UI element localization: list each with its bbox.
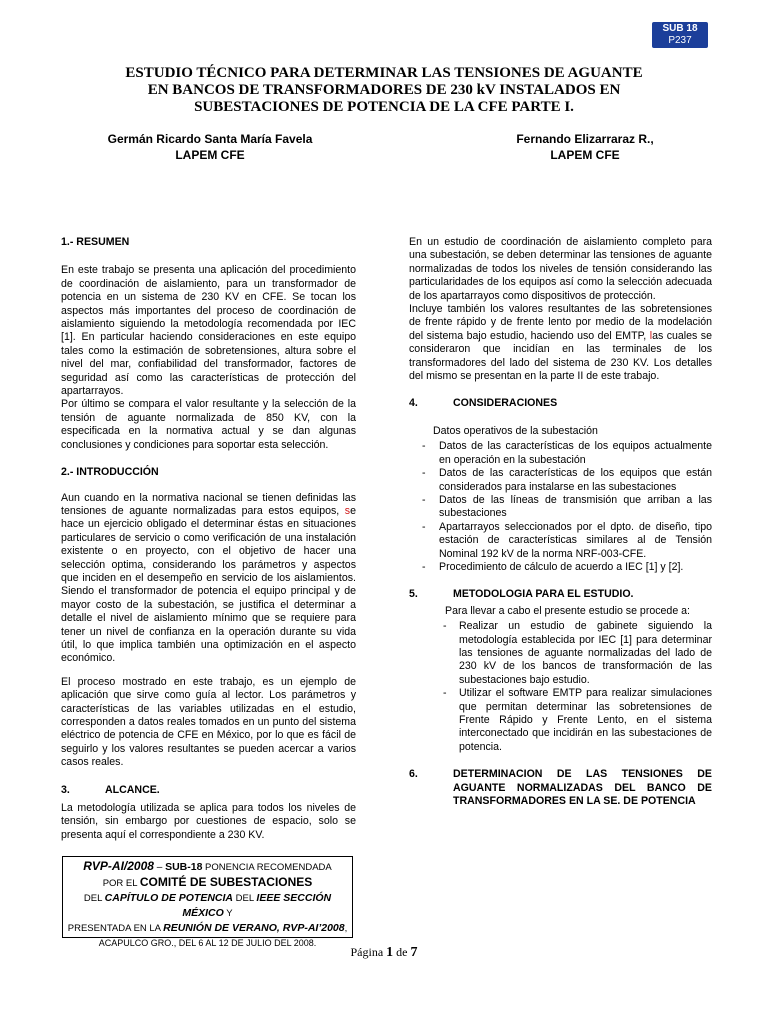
determinacion-title: DETERMINACION DE LAS TENSIONES DE AGUANTE NORMALIZADAS DEL BANCO DE TRANSFORMADORES EN LA SE. DE POTENCIA <box>453 768 712 808</box>
alcance-paragraph: La metodología utilizada se aplica para todos los niveles de tensión, sin embargo por cuestiones de espacio, solo se presenta aquí el correspondiente a 230 KV. <box>61 802 356 841</box>
section-code-badge <box>652 22 708 48</box>
box-text-6: PRESENTADA EN LA <box>67 923 164 934</box>
paper-title <box>100 65 668 116</box>
box-capitulo: CAPÍTULO DE POTENCIA <box>104 892 233 904</box>
metodologia-number: 5. <box>409 588 418 601</box>
box-text-5: Y <box>223 908 233 919</box>
badge-code: SUB 18 <box>662 23 698 34</box>
resumen-paragraph-2: Por último se compara el valor resultante y la selección de la tensión de aguante normalizada de 850 KV, con la especificada en la normativa actual y se dan algunas conclusiones y condiciones para soportar esta selección. <box>61 398 356 451</box>
alcance-heading <box>61 784 356 797</box>
intro-text-b: e hace un ejercicio obligado el determinar éstas en situaciones particulares de servicio o como verificación de una instalación existente o en proyecto, con el objetivo de hacer una selección optima, considerando los parámetros y aspectos que inciden en el desempeño en servicio de los aislamientos. Siendo el transformador de potencia el equipo principal y de mayor costo de la subestación, se justifica el determinar a detalle el nivel de aislamiento mínimo que se requiere para tener un nivel de confianza en la operación durante su vida útil, lo que implica también una optimización en el aspecto económico. <box>61 504 356 665</box>
consideraciones-heading <box>409 397 712 410</box>
list-item: - Procedimiento de cálculo de acuerdo a IEC [1] y [2]. <box>409 561 712 574</box>
box-line-3 <box>63 891 352 921</box>
list-item: - Utilizar el software EMTP para realizar simulaciones que permitan determinar las sobretensiones de Frente Rápido y Frente Lento, en el sistema interconectado que incidirán en las subestaciones de potencia. <box>409 687 712 754</box>
right-intro-text-b: as cuales se consideraron que incidían en las terminales de los transformadores del lado del sistema de 230 KV. Los detalles del mismo se presentan en la parte II de este trabajo. <box>409 329 712 383</box>
right-intro-text-a: Incluye también los valores resultantes de las sobretensiones de frente rápido y de frente lento por medio de la modelación del sistema bajo estudio, haciendo uso del EMTP, <box>409 303 712 342</box>
right-column <box>409 236 712 808</box>
right-intro-text-red: l <box>649 329 653 342</box>
metodologia-title: METODOLOGIA PARA EL ESTUDIO. <box>453 588 634 601</box>
footer-page-number: 1 <box>386 945 394 960</box>
list-item: - Datos de las características de los equipos que están considerados para instalarse en las subestaciones <box>409 467 712 494</box>
list-item: - Apartarrayos seleccionados por el dpto. de diseño, tipo estación de características similares al de Tensión Nominal 192 kV de la norma NRF-003-CFE. <box>409 521 712 561</box>
author-2-name: Fernando Elizarraraz R., <box>516 132 654 146</box>
resumen-heading: 1.- RESUMEN <box>61 236 130 248</box>
right-intro-paragraph-2 <box>409 303 712 383</box>
metodologia-intro: Para llevar a cabo el presente estudio se procede a: <box>445 604 690 617</box>
list-item: - Datos de las líneas de transmisión que arriban a las subestaciones <box>409 494 712 521</box>
title-line-2: EN BANCOS DE TRANSFORMADORES DE 230 kV INSTALADOS EN <box>147 82 621 98</box>
box-dash: – <box>153 862 166 873</box>
page-footer <box>0 945 768 961</box>
intro-text-a: Aun cuando en la normativa nacional se tienen definidas las tensiones de aguante normalizadas para estos equipos, <box>61 491 356 517</box>
introduccion-paragraph-2: El proceso mostrado en este trabajo, es un ejemplo de aplicación que sirve como guía al lector. Los parámetros y características de las variables utilizadas en el estudio, corresponden a datos reales tomados en un punto del sistema eléctrico de potencia de CFE en México, por lo que es fácil de seguirlo y los valores resultantes se pueden acercar a varios casos reales. <box>61 675 356 769</box>
box-comite: COMITÉ DE SUBESTACIONES <box>139 875 313 889</box>
box-line-2 <box>63 875 352 891</box>
author-2 <box>450 131 720 163</box>
footer-mid: de <box>393 945 411 959</box>
consideraciones-list <box>409 440 712 574</box>
box-line-5: ACAPULCO GRO., DEL 6 AL 12 DE JULIO DEL 2008. <box>98 938 317 948</box>
box-text-1: PONENCIA RECOMENDADA <box>202 862 332 873</box>
title-line-1: ESTUDIO TÉCNICO PARA DETERMINAR LAS TENSIONES DE AGUANTE <box>125 65 643 81</box>
conference-notice-box <box>62 856 353 948</box>
author-2-affiliation: LAPEM CFE <box>550 148 620 162</box>
consideraciones-intro: Datos operativos de la subestación <box>433 424 598 437</box>
box-ieee: IEEE SECCIÓN MÉXICO <box>182 892 332 919</box>
intro-text-red: s <box>344 504 351 517</box>
list-item: - Datos de las características de los equipos actualmente en operación en la subestación <box>409 440 712 467</box>
author-1-name: Germán Ricardo Santa María Favela <box>107 132 313 146</box>
box-text-7: , <box>344 923 348 934</box>
alcance-title: ALCANCE. <box>105 783 160 796</box>
box-line-4 <box>63 921 352 936</box>
consideraciones-number: 4. <box>409 397 418 410</box>
introduccion-heading: 2.- INTRODUCCIÓN <box>61 466 159 479</box>
alcance-number: 3. <box>61 783 70 796</box>
resumen-paragraph-1: En este trabajo se presenta una aplicación del procedimiento de coordinación de aislamiento, para un transformador de potencia en un sistema de 230 KV en CFE. Se tocan los aspectos más importantes del proceso de coordinación de aislamiento siguiendo la metodología recomendada por IEC [1]. En particular haciendo consideraciones en este equipo tales como la estimación de sobretensiones, altura sobre el nivel del mar, confiabilidad del transformador, factores de seguridad así como las características de protección del apartarrayos. <box>61 264 356 398</box>
introduccion-paragraph-1 <box>61 492 356 666</box>
metodologia-list <box>409 620 712 754</box>
list-item: - Realizar un estudio de gabinete siguiendo la metodología establecida por IEC [1] para determinar las tensiones de aguante normalizadas del lado de 230 kV de los bancos de transformación de las subestaciones bajo estudio. <box>409 620 712 687</box>
right-intro-paragraph-1: En un estudio de coordinación de aislamiento completo para una subestación, se deben determinar las tensiones de aguante normalizadas de todos los niveles de tensión considerando las particularidades de los equipos así como la selección adecuada de los apartarrayos como dispositivos de protección. <box>409 236 712 302</box>
box-line-1 <box>63 859 352 875</box>
determinacion-heading <box>409 768 712 808</box>
box-reunion: REUNIÓN DE VERANO, RVP-AI’2008 <box>163 922 345 934</box>
box-rvp: RVP-AI/2008 <box>83 859 154 873</box>
determinacion-number: 6. <box>409 768 418 781</box>
author-1-affiliation: LAPEM CFE <box>175 148 245 162</box>
box-text-2: POR EL <box>102 878 140 889</box>
metodologia-heading <box>409 588 712 601</box>
consideraciones-title: CONSIDERACIONES <box>453 397 558 410</box>
badge-page-code: P237 <box>668 35 692 46</box>
footer-total-pages: 7 <box>410 945 418 960</box>
box-text-3: DEL <box>83 893 105 904</box>
box-text-4: DEL <box>233 893 257 904</box>
left-column <box>61 236 356 842</box>
box-sub: SUB-18 <box>165 861 203 873</box>
title-line-3: SUBESTACIONES DE POTENCIA DE LA CFE PARTE I. <box>194 99 574 115</box>
author-1 <box>60 131 360 163</box>
footer-prefix: Página <box>350 945 387 959</box>
